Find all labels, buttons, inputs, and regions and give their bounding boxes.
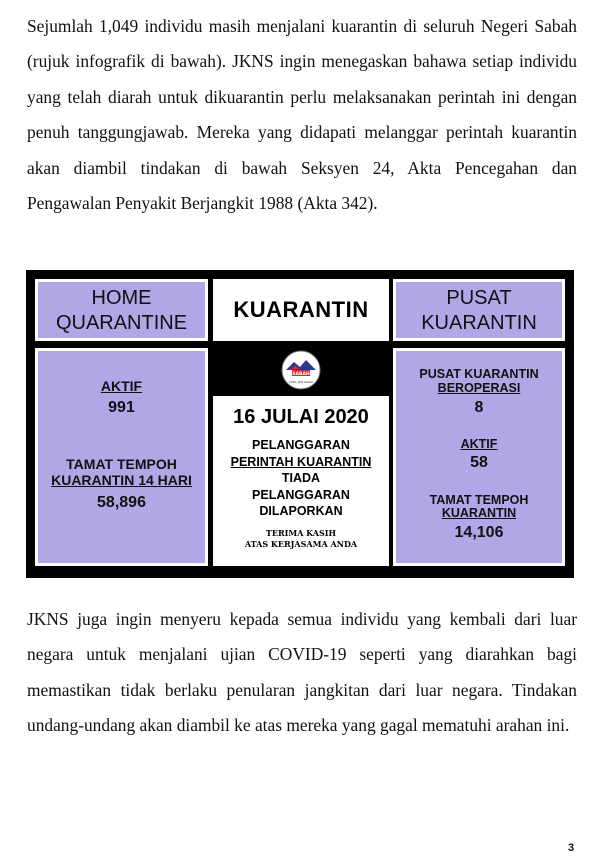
home-quarantine-stats [35,348,208,566]
hq-active-value: 991 [108,399,135,416]
pk-active-label: AKTIF [460,437,498,451]
quarantine-title [213,279,389,341]
pk-active-value: 58 [470,454,488,471]
pk-operating-label-line2: BEROPERASI [437,381,521,395]
hq-completed-value: 58,896 [97,494,146,511]
home-quarantine-title [35,279,208,341]
violation-status-box [213,396,389,566]
thanks-line1: TERIMA KASIH [265,527,337,538]
hq-completed-label-line1: TAMAT TEMPOH [66,456,177,472]
intro-paragraph: Sejumlah 1,049 individu masih menjalani kuarantin di seluruh Negeri Sabah (rujuk infografik di bawah). JKNS ingin menegaskan bahawa setiap individu yang telah diarah untuk dikuarantin perlu melaksanakan perintah ini dengan penuh tanggungjawab. Mereka yang didapati melanggar perintah kuarantin akan diambil tindakan di bawah Seksyen 24, Akta Pencegahan dan Pengawalan Penyakit Berjangkit 1988 (Akta 342). [27,16,577,214]
home-quarantine-title-line2: QUARANTINE [55,312,188,334]
quarantine-title-text: KUARANTIN [233,297,369,322]
quarantine-centre-stats [393,348,565,566]
msg-line2: PERINTAH KUARANTIN [230,454,372,469]
pk-operating-value: 8 [474,399,484,416]
quarantine-infographic [26,270,574,578]
pk-completed-label-line2: KUARANTIN [441,506,517,520]
hq-active-label: AKTIF [100,378,143,394]
quarantine-centre-title-line2: KUARANTIN [421,312,537,334]
logo-subtext: CPRC JKN Sabah [288,380,314,384]
hq-completed-label-line2: KUARANTIN 14 HARI [51,472,192,488]
pk-operating-label-line1: PUSAT KUARANTIN [419,367,539,381]
pk-completed-label-line1: TAMAT TEMPOH [429,493,529,507]
quarantine-centre-title-line1: PUSAT [446,287,512,309]
appeal-paragraph: JKNS juga ingin menyeru kepada semua individu yang kembali dari luar negara untuk menjalani ujian COVID-19 seperti yang diarahkan bagi memastikan tidak berlaku penularan jangkitan dari luar negara. Tindakan undang-undang akan diambil ke atas mereka yang gagal mematuhi arahan ini. [27,609,577,736]
page-number: 3 [568,842,575,854]
msg-line1: PELANGGARAN [252,438,350,452]
report-date: 16 JULAI 2020 [233,406,369,428]
msg-line3: TIADA [281,471,321,485]
msg-line4: PELANGGARAN [252,487,350,502]
pk-completed-value: 14,106 [454,524,504,541]
msg-line5: DILAPORKAN [259,504,343,518]
logo-text: SABAH [292,372,310,377]
cprc-sabah-logo [281,350,321,390]
home-quarantine-title-line1: HOME [91,287,152,309]
thanks-line2: ATAS KERJASAMA ANDA [244,538,358,549]
quarantine-centre-title [393,279,565,341]
